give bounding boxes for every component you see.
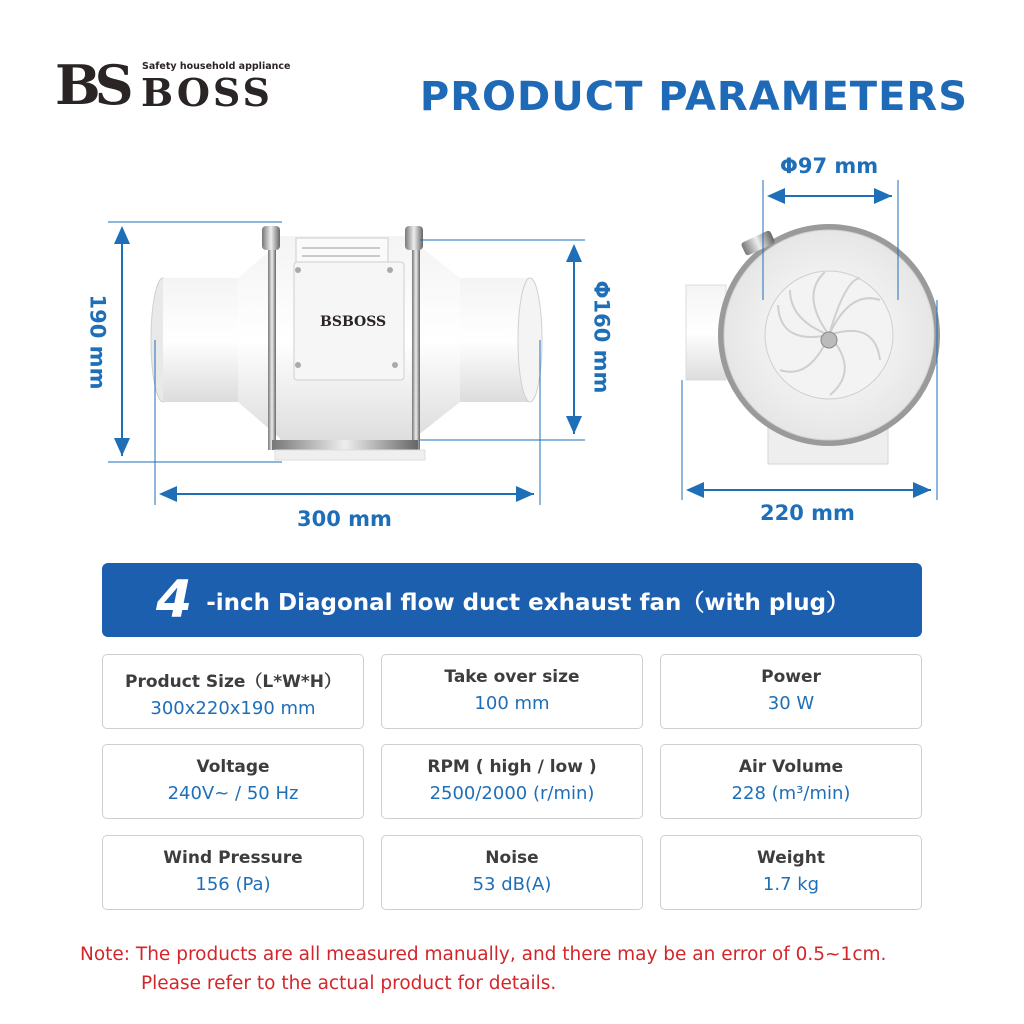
product-body-logo: BSBOSS bbox=[320, 314, 387, 330]
page-title: PRODUCT PARAMETERS bbox=[419, 74, 968, 120]
spec-cell-voltage bbox=[102, 744, 364, 819]
logo-word: BOSS bbox=[141, 70, 273, 115]
logo-mark: BS bbox=[55, 53, 128, 117]
dimension-outer-diameter-label: Φ160 mm bbox=[589, 280, 614, 394]
note-line-1: Note: The products are all measured manually, and there may be an error of 0.5~1cm. bbox=[80, 944, 887, 965]
spec-cell-power bbox=[660, 654, 922, 729]
product-name-banner bbox=[102, 563, 922, 637]
spec-cell-weight bbox=[660, 835, 922, 910]
product-drawing bbox=[0, 140, 1024, 560]
brand-logo bbox=[55, 53, 291, 125]
spec-value: 156 (Pa) bbox=[195, 874, 271, 895]
spec-label: Wind Pressure bbox=[163, 848, 303, 868]
spec-cell-product-size bbox=[102, 654, 364, 729]
spec-label: Noise bbox=[485, 848, 539, 868]
note-line-2: Please refer to the actual product for details. bbox=[141, 973, 557, 994]
spec-label: Air Volume bbox=[738, 757, 844, 777]
dimension-height-label: 190 mm bbox=[85, 294, 110, 390]
spec-value: 1.7 kg bbox=[762, 874, 820, 895]
dimension-length-label: 300 mm bbox=[297, 507, 392, 531]
spec-label: RPM ( high / low ) bbox=[427, 757, 597, 777]
spec-value: 53 dB(A) bbox=[472, 874, 552, 895]
banner-size-number: 4 bbox=[156, 570, 193, 630]
spec-value: 240V~ / 50 Hz bbox=[167, 783, 299, 804]
fan-front-view bbox=[686, 224, 940, 464]
spec-label: Product Size（L*W*H） bbox=[124, 672, 341, 692]
spec-label: Power bbox=[761, 667, 821, 687]
spec-value: 100 mm bbox=[474, 693, 550, 714]
banner-product-name: -inch Diagonal flow duct exhaust fan（with plug） bbox=[206, 589, 850, 616]
spec-label: Voltage bbox=[196, 757, 270, 777]
spec-cell-air-volume bbox=[660, 744, 922, 819]
spec-label: Weight bbox=[757, 848, 825, 868]
spec-cell-wind-pressure bbox=[102, 835, 364, 910]
spec-value: 300x220x190 mm bbox=[150, 698, 316, 719]
spec-cell-take-over-size bbox=[381, 654, 643, 729]
dimension-width-label: 220 mm bbox=[760, 501, 855, 525]
spec-value: 228 (m³/min) bbox=[731, 783, 851, 804]
measurement-note bbox=[80, 940, 886, 998]
spec-cell-rpm bbox=[381, 744, 643, 819]
logo-tagline: Safety household appliance bbox=[142, 61, 291, 72]
spec-label: Take over size bbox=[444, 667, 580, 687]
spec-value: 30 W bbox=[767, 693, 815, 714]
fan-side-view bbox=[151, 226, 542, 460]
spec-cell-noise bbox=[381, 835, 643, 910]
dimension-inlet-diameter-label: Φ97 mm bbox=[780, 154, 879, 178]
spec-value: 2500/2000 (r/min) bbox=[429, 783, 595, 804]
